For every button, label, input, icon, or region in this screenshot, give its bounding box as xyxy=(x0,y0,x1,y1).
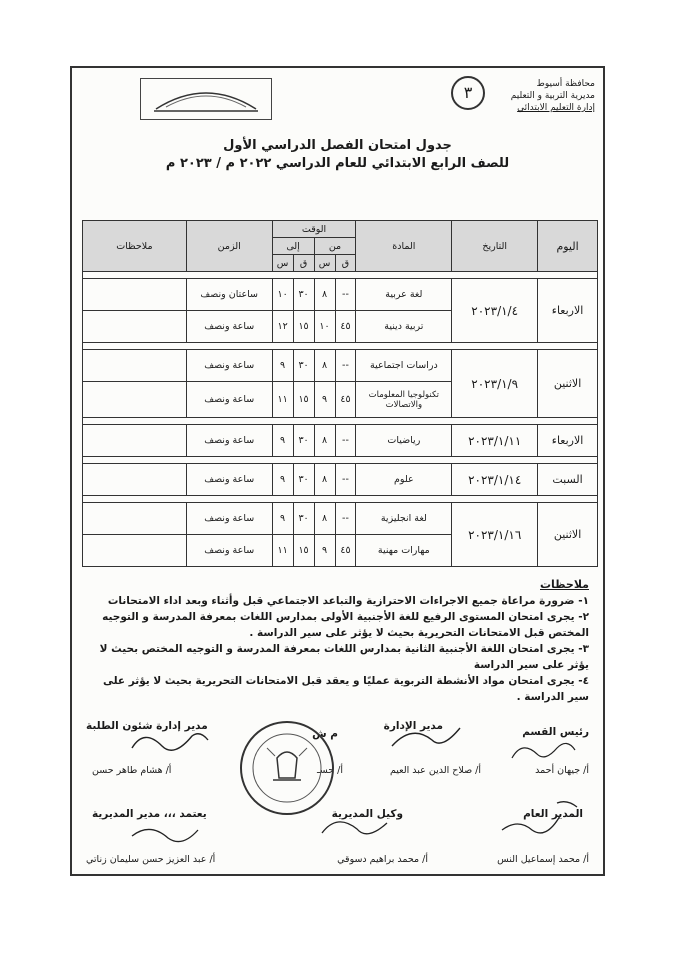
cell-to-q: ١٥ xyxy=(293,382,314,418)
cell-duration: ساعة ونصف xyxy=(186,382,272,418)
cell-to-s: ١١ xyxy=(272,535,293,567)
official-stamp-icon xyxy=(237,718,337,818)
org-line: محافظة أسيوط xyxy=(536,79,595,89)
cell-subject: رياضيات xyxy=(356,425,452,457)
cell-date: ٢٠٢٣/١/٤ xyxy=(452,279,538,343)
cell-to-s: ١٢ xyxy=(272,311,293,343)
header-to-q: ق xyxy=(293,255,314,272)
student-affairs-name: أ/ هشام طاهر حسن xyxy=(92,765,172,776)
cell-from-s: ١٠ xyxy=(314,311,335,343)
head-of-dept-title: رئيس القسم xyxy=(522,726,589,738)
cell-date: ٢٠٢٣/١/١٤ xyxy=(452,464,538,496)
notes-heading: ملاحظات xyxy=(540,578,589,591)
signature-stroke xyxy=(392,728,460,746)
cell-from-q: -- xyxy=(335,425,356,457)
cell-from-s: ٨ xyxy=(314,503,335,535)
cell-to-s: ٩ xyxy=(272,464,293,496)
cell-date: ٢٠٢٣/١/١١ xyxy=(452,425,538,457)
cell-to-q: ٣٠ xyxy=(293,279,314,311)
cell-day: الاثنين xyxy=(538,350,598,418)
cell-subject: دراسات اجتماعية xyxy=(356,350,452,382)
admin-director-name: أ/ صلاح الدين عبد العيم xyxy=(389,765,481,776)
cell-duration: ساعة ونصف xyxy=(186,503,272,535)
student-affairs-title: مدير إدارة شئون الطلبة xyxy=(86,720,208,732)
cell-from-s: ٨ xyxy=(314,425,335,457)
approval-name: أ/ عبد العزيز حسن سليمان زناتي xyxy=(86,854,216,865)
cell-duration: ساعة ونصف xyxy=(186,311,272,343)
cell-from-q: -- xyxy=(335,279,356,311)
signature-stroke xyxy=(512,743,575,758)
header-day: اليوم xyxy=(538,221,598,272)
cell-subject: لغة انجليزية xyxy=(356,503,452,535)
org-line: إدارة التعليم الابتدائي xyxy=(517,103,595,113)
cell-day: الاثنين xyxy=(538,503,598,567)
cell-duration: ساعتان ونصف xyxy=(186,279,272,311)
cell-to-s: ١٠ xyxy=(272,279,293,311)
cell-from-q: -- xyxy=(335,350,356,382)
document-subtitle: للصف الرابع الابتدائي للعام الدراسي ٢٠٢٢ م / ٢٠٢٣ م xyxy=(165,156,510,171)
signature-stroke xyxy=(132,734,208,750)
cell-subject: تربية دينية xyxy=(356,311,452,343)
signature-stroke xyxy=(502,802,577,833)
cell-day: الاربعاء xyxy=(538,279,598,343)
header-to-s: س xyxy=(272,255,293,272)
signature-stroke xyxy=(132,829,198,841)
handwritten-signatures xyxy=(72,68,603,874)
note-item: ٣- يجرى امتحان اللغة الأجنبية الثانية بمدارس اللغات بمعرفة المدرسة و التوجيه المختص بحيث لا يؤثر على سير الدراسة xyxy=(99,643,589,671)
cell-to-s: ٩ xyxy=(272,350,293,382)
deputy-name: أ/ محمد براهيم دسوقي xyxy=(337,854,428,865)
cell-duration: ساعة ونصف xyxy=(186,464,272,496)
general-director-name: أ/ محمد إسماعيل النس xyxy=(497,854,589,865)
cell-day: الاربعاء xyxy=(538,425,598,457)
cell-from-q: ٤٥ xyxy=(335,535,356,567)
page-number: ٣ xyxy=(451,76,485,110)
exam-schedule-document xyxy=(70,66,605,876)
general-director-title: المدير العام xyxy=(523,808,583,820)
cell-subject: علوم xyxy=(356,464,452,496)
header-duration: الزمن xyxy=(186,221,272,272)
cell-duration: ساعة ونصف xyxy=(186,535,272,567)
approval-title: يعتمد ،،، مدير المديرية xyxy=(92,808,207,820)
header-time: الوقت xyxy=(272,221,356,238)
note-item: ٤- يجرى امتحان مواد الأنشطة التربوية عمليًا و يعقد قبل الامتحانات التحريرية بحيث لا يؤثر على سير الدراسة . xyxy=(103,675,589,703)
cell-from-q: -- xyxy=(335,503,356,535)
cell-duration: ساعة ونصف xyxy=(186,350,272,382)
header-from-q: ق xyxy=(335,255,356,272)
cell-to-q: ٣٠ xyxy=(293,350,314,382)
cell-to-s: ١١ xyxy=(272,382,293,418)
cell-from-s: ٨ xyxy=(314,464,335,496)
header-subject: المادة xyxy=(356,221,452,272)
note-item: ٢- يجرى امتحان المستوى الرفيع للغة الأجنبية الأولى بمدارس اللغات بمعرفة المدرسة و التوجيه المختص قبل الامتحانات التحريرية بحيث لا يؤثر على سير الدراسة . xyxy=(102,611,589,639)
cell-to-s: ٩ xyxy=(272,425,293,457)
cell-day: السبت xyxy=(538,464,598,496)
cell-from-s: ٨ xyxy=(314,350,335,382)
header-from: من xyxy=(314,238,356,255)
cell-subject: تكنولوجيا المعلومات والاتصالات xyxy=(356,382,452,418)
cell-from-s: ٩ xyxy=(314,382,335,418)
cell-from-s: ٩ xyxy=(314,535,335,567)
cell-date: ٢٠٢٣/١/٩ xyxy=(452,350,538,418)
org-line: مديرية التربية و التعليم xyxy=(510,91,595,101)
cell-from-q: ٤٥ xyxy=(335,311,356,343)
signature-stroke xyxy=(322,822,387,834)
header-date: التاريخ xyxy=(452,221,538,272)
cell-date: ٢٠٢٣/١/١٦ xyxy=(452,503,538,567)
stamp-signer-name: أ/ حسـ xyxy=(317,765,343,776)
cell-to-q: ٣٠ xyxy=(293,425,314,457)
stamp-signer-title: م ش xyxy=(312,728,338,740)
cell-subject: مهارات مهنية xyxy=(356,535,452,567)
cell-duration: ساعة ونصف xyxy=(186,425,272,457)
cell-to-q: ١٥ xyxy=(293,311,314,343)
note-item: ١- ضرورة مراعاة جميع الاجراءات الاحترازية والتباعد الاجتماعي قبل وأثناء وبعد اداء الامتحانات xyxy=(107,595,589,607)
header-to: إلى xyxy=(272,238,314,255)
cell-subject: لغة عربية xyxy=(356,279,452,311)
deputy-title: وكيل المديرية xyxy=(331,808,403,820)
cell-to-q: ٣٠ xyxy=(293,464,314,496)
cell-from-s: ٨ xyxy=(314,279,335,311)
admin-director-title: مدير الإدارة xyxy=(383,720,443,732)
header-notes: ملاحظات xyxy=(83,221,187,272)
cell-to-s: ٩ xyxy=(272,503,293,535)
document-title: جدول امتحان الفصل الدراسي الأول xyxy=(223,138,452,153)
cell-from-q: ٤٥ xyxy=(335,382,356,418)
header-from-s: س xyxy=(314,255,335,272)
cell-to-q: ١٥ xyxy=(293,535,314,567)
cell-from-q: -- xyxy=(335,464,356,496)
cell-to-q: ٣٠ xyxy=(293,503,314,535)
head-of-dept-name: أ/ جيهان أحمد xyxy=(535,765,589,776)
